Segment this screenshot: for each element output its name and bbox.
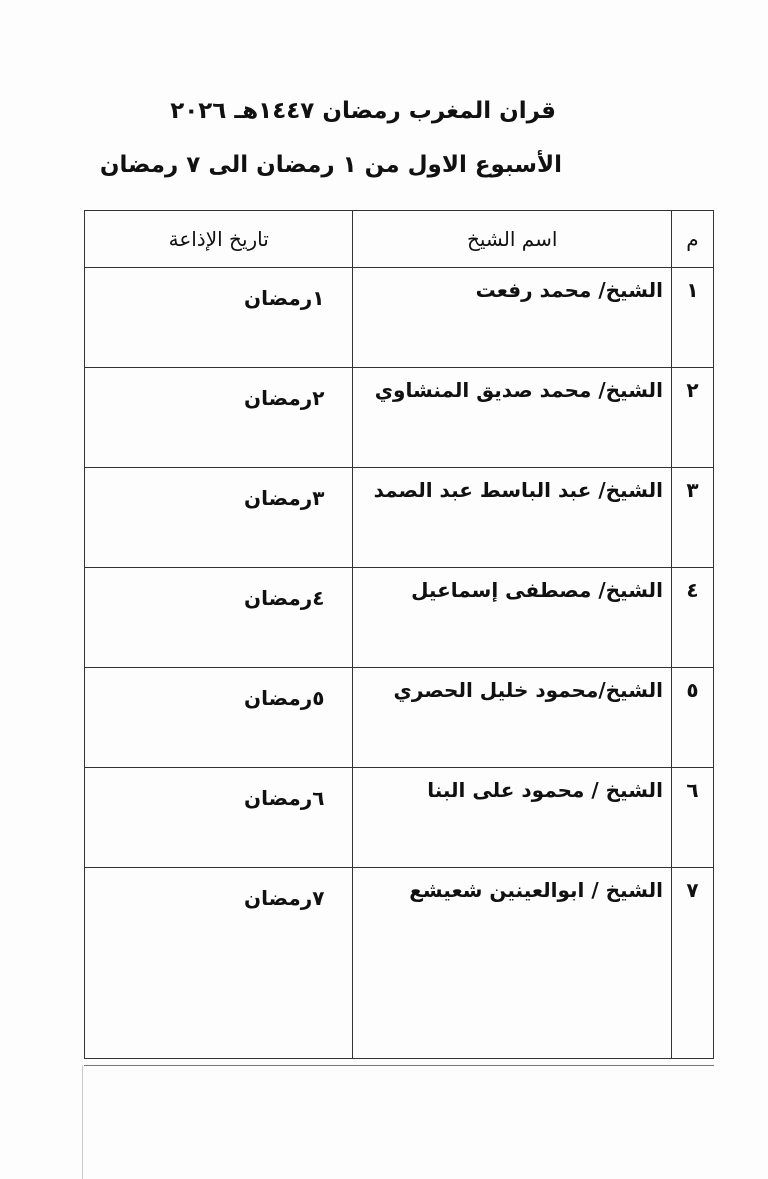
row-date-cell <box>85 368 353 468</box>
broadcast-date: ٧رمضان <box>244 886 325 910</box>
sheikh-name: الشيخ/ عبد الباسط عبد الصمد <box>373 478 663 502</box>
header-date: تاريخ الإذاعة <box>85 211 353 268</box>
sheikh-name: الشيخ/ محمد صديق المنشاوي <box>374 378 663 402</box>
table-row <box>85 568 714 668</box>
schedule-table <box>84 210 714 1059</box>
row-number: ٢ <box>686 378 699 402</box>
row-name-cell <box>353 668 672 768</box>
row-name-cell <box>353 368 672 468</box>
table-row <box>85 868 714 1059</box>
left-margin-line <box>82 1065 83 1179</box>
table-row <box>85 468 714 568</box>
row-date-cell <box>85 268 353 368</box>
row-date-cell <box>85 868 353 1059</box>
row-name-cell <box>353 468 672 568</box>
row-number: ٧ <box>686 878 699 902</box>
table-row <box>85 768 714 868</box>
broadcast-date: ٢رمضان <box>244 386 325 410</box>
broadcast-date: ١رمضان <box>244 286 325 310</box>
row-date-cell <box>85 468 353 568</box>
broadcast-date: ٥رمضان <box>244 686 325 710</box>
row-name-cell <box>353 768 672 868</box>
row-name-cell <box>353 268 672 368</box>
row-number-cell <box>671 268 713 368</box>
row-date-cell <box>85 568 353 668</box>
document-subtitle: الأسبوع الاول من ١ رمضان الى ٧ رمضان <box>99 152 562 178</box>
broadcast-date: ٣رمضان <box>244 486 325 510</box>
broadcast-date: ٤رمضان <box>244 586 325 610</box>
document-title: قران المغرب رمضان ١٤٤٧هـ ٢٠٢٦ <box>170 98 556 124</box>
table-row <box>85 268 714 368</box>
row-number-cell <box>671 768 713 868</box>
table-row <box>85 368 714 468</box>
row-date-cell <box>85 768 353 868</box>
row-number: ٦ <box>686 778 699 802</box>
row-number: ٥ <box>686 678 699 702</box>
row-name-cell <box>353 568 672 668</box>
row-number: ٣ <box>686 478 699 502</box>
sheikh-name: الشيخ/محمود خليل الحصري <box>393 678 663 702</box>
table-row <box>85 668 714 768</box>
row-number: ٤ <box>686 578 699 602</box>
header-name: اسم الشيخ <box>353 211 672 268</box>
table-header-row <box>85 211 714 268</box>
sheikh-name: الشيخ/ مصطفى إسماعيل <box>411 578 663 602</box>
row-number-cell <box>671 468 713 568</box>
row-number-cell <box>671 868 713 1059</box>
row-number-cell <box>671 368 713 468</box>
row-number: ١ <box>686 278 699 302</box>
row-name-cell <box>353 868 672 1059</box>
row-number-cell <box>671 568 713 668</box>
sheikh-name: الشيخ / محمود على البنا <box>427 778 663 802</box>
sheikh-name: الشيخ / ابوالعينين شعيشع <box>409 878 663 902</box>
broadcast-date: ٦رمضان <box>244 786 325 810</box>
sheikh-name: الشيخ/ محمد رفعت <box>475 278 663 302</box>
row-number-cell <box>671 668 713 768</box>
header-number: م <box>671 211 713 268</box>
bottom-rule <box>84 1065 714 1066</box>
row-date-cell <box>85 668 353 768</box>
